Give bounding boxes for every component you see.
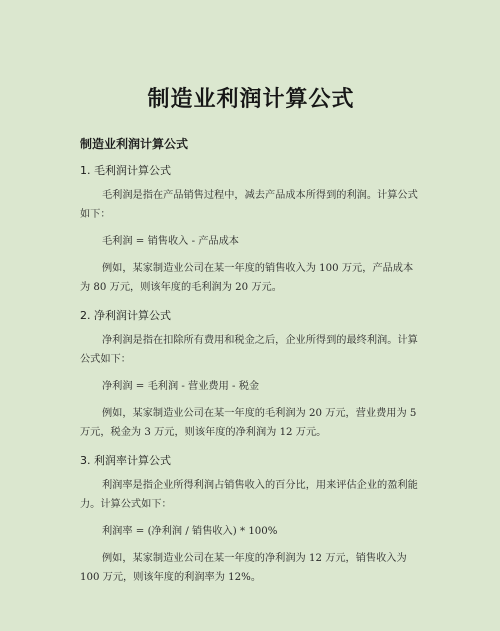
section-heading: 制造业利润计算公式 <box>80 137 189 151</box>
formula-text: 净利润 = 毛利润 - 营业费用 - 税金 <box>102 381 260 392</box>
example-text: 例如，某家制造业公司在某一年度的毛利润为 20 万元，营业费用为 5 万元，税金为 3 万元，则该年度的净利润为 12 万元。 <box>80 408 417 438</box>
example-text: 例如，某家制造业公司在某一年度的净利润为 12 万元，销售收入为 100 万元，则该年度的利润率为 12%。 <box>80 553 407 583</box>
example-text: 例如，某家制造业公司在某一年度的销售收入为 100 万元，产品成本为 80 万元，则该年度的毛利润为 20 万元。 <box>80 263 414 293</box>
section-description: 利润率是指企业所得利润占销售收入的百分比，用来评估企业的盈利能力。计算公式如下： <box>80 480 418 510</box>
page-title: 制造业利润计算公式 <box>147 87 355 112</box>
section-description: 毛利润是指在产品销售过程中，减去产品成本所得到的利润。计算公式如下： <box>80 190 418 220</box>
section-gross-profit <box>80 162 422 297</box>
formula-text: 毛利润 = 销售收入 - 产品成本 <box>102 236 239 247</box>
section-title: 3. 利润率计算公式 <box>80 454 171 467</box>
section-description: 净利润是指在扣除所有费用和税金之后，企业所得到的最终利润。计算公式如下： <box>80 335 418 365</box>
section-profit-margin <box>80 452 422 587</box>
section-net-profit <box>80 307 422 442</box>
section-title: 1. 毛利润计算公式 <box>80 164 171 177</box>
section-title: 2. 净利润计算公式 <box>80 309 171 322</box>
formula-text: 利润率 = (净利润 / 销售收入) * 100% <box>102 526 278 537</box>
